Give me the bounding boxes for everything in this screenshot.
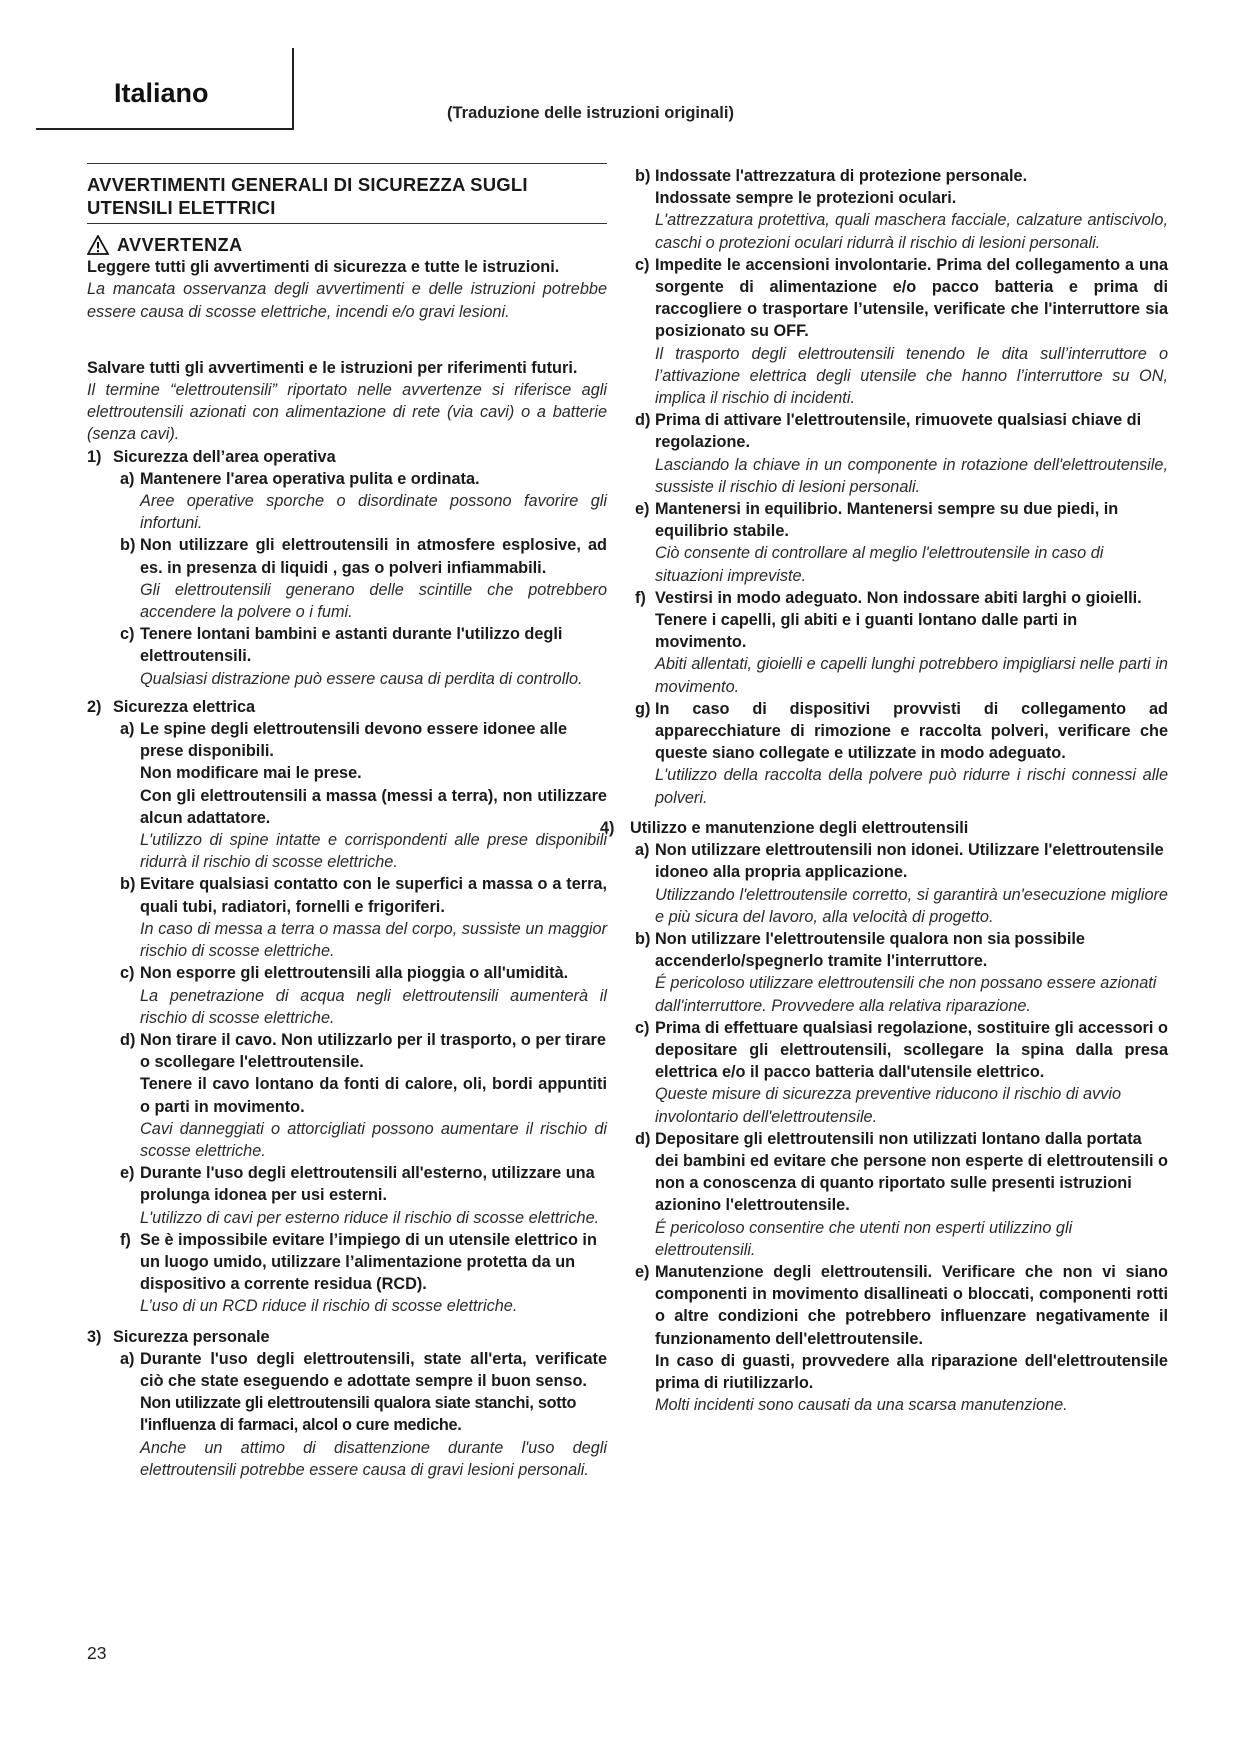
language-title: Italiano: [114, 78, 209, 108]
sec2-item-d: d) Non tirare il cavo. Non utilizzarlo per il trasporto, o per tirare o scollegare l'elettroutensile. Tenere il cavo lontano da fonti di calore, oli, bordi appuntiti o parti in movimento. Cavi danneggiati o attorcigliati possono aumentare il rischio di scosse elettriche.: [120, 1030, 607, 1160]
sec4-heading: 4) Utilizzo e manutenzione degli elettroutensili: [600, 818, 969, 837]
sec4-item-e: e) Manutenzione degli elettroutensili. Verificare che non vi siano componenti in movimento disallineati o bloccati, componenti rotti o altre condizioni che potrebbero influenzare negativamente il funzionamento dell'elettroutensile. In caso di guasti, provvedere alla riparazione dell'elettroutensile prima di riutilizzarlo. Molti incidenti sono causati da una scarsa manutenzione.: [635, 1262, 1168, 1415]
sec3-item-c: c) Impedite le accensioni involontarie. Prima del collegamento a una sorgente di alimentazione e/o pacco batteria e prima di raccogliere o trasportare l’utensile, verificate che l'interruttore sia posizionato su OFF. Il trasporto degli elettroutensili tenendo le dita sull’interruttore o l’attivazione elettrica degli utensile che hanno l’interruttore su ON, implica il rischio di incidenti.: [635, 255, 1168, 408]
sec1-item-b: b) Non utilizzare gli elettroutensili in atmosfere esplosive, ad es. in presenza di liquidi , gas o polveri infiammabili. Gli elettroutensili generano delle scintille che potrebbero accendere la polvere o i fumi.: [120, 536, 607, 622]
warning-heading: [87, 234, 607, 256]
save-italic: Il termine “elettroutensili” riportato nelle avvertenze si riferisce agli elettroutensili azionati con alimentazione di rete (via cavi) o a batterie (senza cavi).: [87, 381, 607, 444]
page-number: 23: [87, 1643, 107, 1663]
sec4-item-b: b) Non utilizzare l'elettroutensile qualora non sia possibile accenderlo/spegnerlo tramite l'interruttore. É pericoloso utilizzare elettroutensili che non possano essere azionati dall'interruttore. Provvedere alla relativa riparazione.: [635, 929, 1157, 1015]
sec3-item-e: e) Mantenersi in equilibrio. Mantenersi sempre su due piedi, in equilibrio stabile. Ciò consente di controllare al meglio l'elettroutensile in caso di situazioni impreviste.: [635, 500, 1119, 585]
sec3-item-d: d) Prima di attivare l'elettroutensile, rimuovete qualsiasi chiave di regolazione. Lasciando la chiave in un componente in rotazione dell'elettroutensile, sussiste il rischio di lesioni personali.: [635, 411, 1168, 496]
warning-triangle-icon: [87, 235, 109, 255]
warning-bold: Leggere tutti gli avvertimenti di sicurezza e tutte le istruzioni.: [87, 258, 560, 277]
left-column: [87, 163, 607, 1481]
sec2-heading: 2) Sicurezza elettrica: [87, 697, 256, 716]
sec2-item-e: e) Durante l'uso degli elettroutensili all'esterno, utilizzare una prolunga idonea per usi esterni. L'utilizzo di cavi per esterno riduce il rischio di scosse elettriche.: [120, 1164, 600, 1227]
sec1-heading: 1) Sicurezza dell’area operativa: [87, 447, 336, 466]
sec3-item-b: b) Indossate l'attrezzatura di protezione personale. Indossate sempre le protezioni oculari. L'attrezzatura protettiva, quali maschera facciale, calzature antiscivolo, caschi o protezioni oculari ridurrà il rischio di lesioni personali.: [635, 167, 1168, 252]
sec4-item-c: c) Prima di effettuare qualsiasi regolazione, sostituire gli accessori o depositare gli elettroutensili, scollegare la spina dalla presa elettrica e/o il pacco batteria dall'utensile elettrico. Queste misure di sicurezza preventive riducono il rischio di avvio involontario dell'elettroutensile.: [635, 1018, 1168, 1126]
header-subtitle: (Traduzione delle istruzioni originali): [447, 104, 734, 122]
section-title-box: [87, 163, 607, 224]
warning-italic: La mancata osservanza degli avvertimenti e delle istruzioni potrebbe essere causa di scosse elettriche, incendi e/o gravi lesioni.: [87, 280, 607, 321]
sec4-item-a: a) Non utilizzare elettroutensili non idonei. Utilizzare l'elettroutensile idoneo alla propria applicazione. Utilizzando l'elettroutensile corretto, si garantirà un'esecuzione migliore e più sicura del lavoro, alla velocità di progetto.: [635, 841, 1168, 926]
sec3-item-a: a) Durante l'uso degli elettroutensili, state all'erta, verificate ciò che state eseguendo e adottate sempre il buon senso. Non utilizzate gli elettroutensili qualora siate stanchi, sotto l'influenza di farmaci, alcol o cure mediche. Anche un attimo di disattenzione durante l'uso degli elettroutensili potrebbe essere causa di gravi lesioni personali.: [120, 1349, 607, 1479]
sec3-heading: 3) Sicurezza personale: [87, 1327, 270, 1346]
sec2-item-c: c) Non esporre gli elettroutensili alla pioggia o all'umidità. La penetrazione di acqua negli elettroutensili aumenterà il rischio di scosse elettriche.: [120, 964, 607, 1027]
section-title: AVVERTIMENTI GENERALI DI SICUREZZA SUGLI UTENSILI ELETTRICI: [87, 174, 528, 218]
right-column: [600, 165, 1168, 1416]
save-bold: Salvare tutti gli avvertimenti e le istruzioni per riferimenti futuri.: [87, 358, 578, 377]
sec3-item-f: f) Vestirsi in modo adeguato. Non indossare abiti larghi o gioielli. Tenere i capelli, gli abiti e i guanti lontano dalle parti in movimento. Abiti allentati, gioielli e capelli lunghi potrebbero impigliarsi nelle parti in movimento.: [635, 588, 1168, 696]
sec2-item-a: a) Le spine degli elettroutensili devono essere idonee alle prese disponibili. Non modificare mai le prese. Con gli elettroutensili a massa (messi a terra), non utilizzare alcun adattatore. L'utilizzo di spine intatte e corrispondenti alle prese disponibili ridurrà il rischio di scosse elettriche.: [120, 720, 607, 872]
sec3-item-g: g) In caso di dispositivi provvisti di collegamento ad apparecchiature di rimozione e raccolta polveri, verificare che queste siano collegate e utilizzate in modo adeguato. L'utilizzo della raccolta della polvere può ridurre i rischi connessi alle polveri.: [635, 699, 1168, 807]
sec4-item-d: d) Depositare gli elettroutensili non utilizzati lontano dalla portata dei bambini ed evitare che persone non esperte di elettroutensili o non a conoscenza di quanto riportato sulle presenti istruzioni azionino l'elettroutensile. É pericoloso consentire che utenti non esperti utilizzino gli elettroutensili.: [635, 1129, 1168, 1259]
sec1-item-a: a) Mantenere l'area operativa pulita e ordinata. Aree operative sporche o disordinate possono favorire gli infortuni.: [120, 469, 607, 533]
sec2-item-f: f) Se è impossibile evitare l’impiego di un utensile elettrico in un luogo umido, utilizzare l’alimentazione protetta da un dispositivo a corrente residua (RCD). L’uso di un RCD riduce il rischio di scosse elettriche.: [120, 1230, 597, 1316]
sec2-item-b: b) Evitare qualsiasi contatto con le superfici a massa o a terra, quali tubi, radiatori, fornelli e frigoriferi. In caso di messa a terra o massa del corpo, sussiste un maggior rischio di scosse elettriche.: [120, 875, 607, 961]
warning-label: AVVERTENZA: [117, 235, 243, 255]
header-divider-horizontal: [36, 128, 294, 130]
header-divider-vertical: [292, 48, 294, 130]
sec1-item-c: c) Tenere lontani bambini e astanti durante l'utilizzo degli elettroutensili. Qualsiasi distrazione può essere causa di perdita di controllo.: [120, 625, 583, 688]
